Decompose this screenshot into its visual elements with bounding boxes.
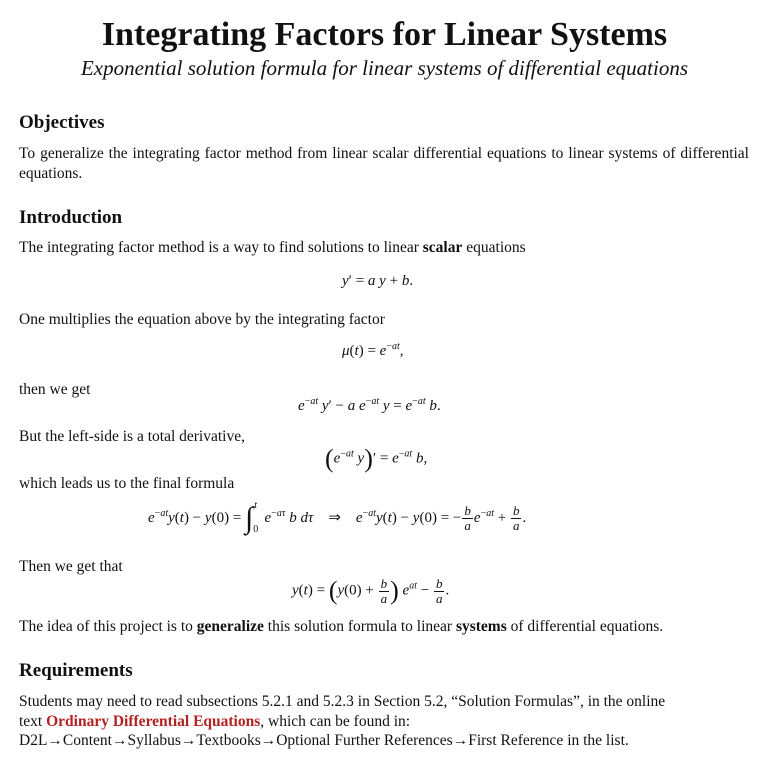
equation-multiplied: $e^{-at}$ y′ − a $e^{-at}$ $y = e^{-at}$ b. (298, 396, 441, 414)
intro-paragraph-2: One multiplies the equation above by the integrating factor (19, 311, 385, 328)
intro-paragraph-3: then we get (19, 381, 91, 398)
equation-solution: y(t) = (y(0) + $\frac{b}{a}$ ) $e^{at}$ − $\frac{b}{a}$ . (292, 575, 450, 606)
equation-integrating-factor: $\mu(t) = e^{-at}$, (342, 341, 404, 359)
ode-textbook-link[interactable]: Ordinary Differential Equations (46, 712, 261, 730)
requirements-text: Students may need to read subsections 5.2.1 and 5.2.3 in Section 5.2, “Solution Formulas”, in the online text Ordinary Differential Equations, which can be found in: D2L→Content→Syllabus→Textbooks→Optional Further References→First Reference in the list. (19, 693, 666, 749)
page-title: Integrating Factors for Linear Systems (101, 16, 668, 53)
objectives-heading: Objectives (19, 112, 105, 133)
intro-paragraph-4: But the left-side is a total derivative, (19, 428, 245, 445)
page-subtitle: Exponential solution formula for linear systems of differential equations (80, 56, 689, 80)
equation-linear-scalar: y′ = a y + b. (342, 273, 414, 289)
requirements-heading: Requirements (19, 660, 133, 681)
intro-paragraph-6: Then we get that (19, 558, 123, 575)
equation-total-derivative: ($e^{-at}$ $y)' = e^{-at}$ b, (325, 444, 428, 473)
introduction-heading: Introduction (19, 207, 123, 228)
intro-paragraph-7: The idea of this project is to generalize this solution formula to linear systems of differential equations. (19, 618, 664, 635)
equation-final-formula: $e^{-at}y(t) - y(0) = \int_0^t$ $e^{-a\tau}$ b dτ ⇒ $e^{-at}y(t) - y(0)$ = − $\frac{b}{a}$ $e^{-at}$ + $\frac{b}{a}$ . (148, 500, 527, 535)
objectives-text: To generalize the integrating factor method from linear scalar differential equations to linear systems of differential equations. (19, 145, 749, 182)
intro-paragraph-5: which leads us to the final formula (19, 475, 235, 492)
intro-paragraph-1: The integrating factor method is a way to find solutions to linear scalar equations (19, 239, 526, 256)
